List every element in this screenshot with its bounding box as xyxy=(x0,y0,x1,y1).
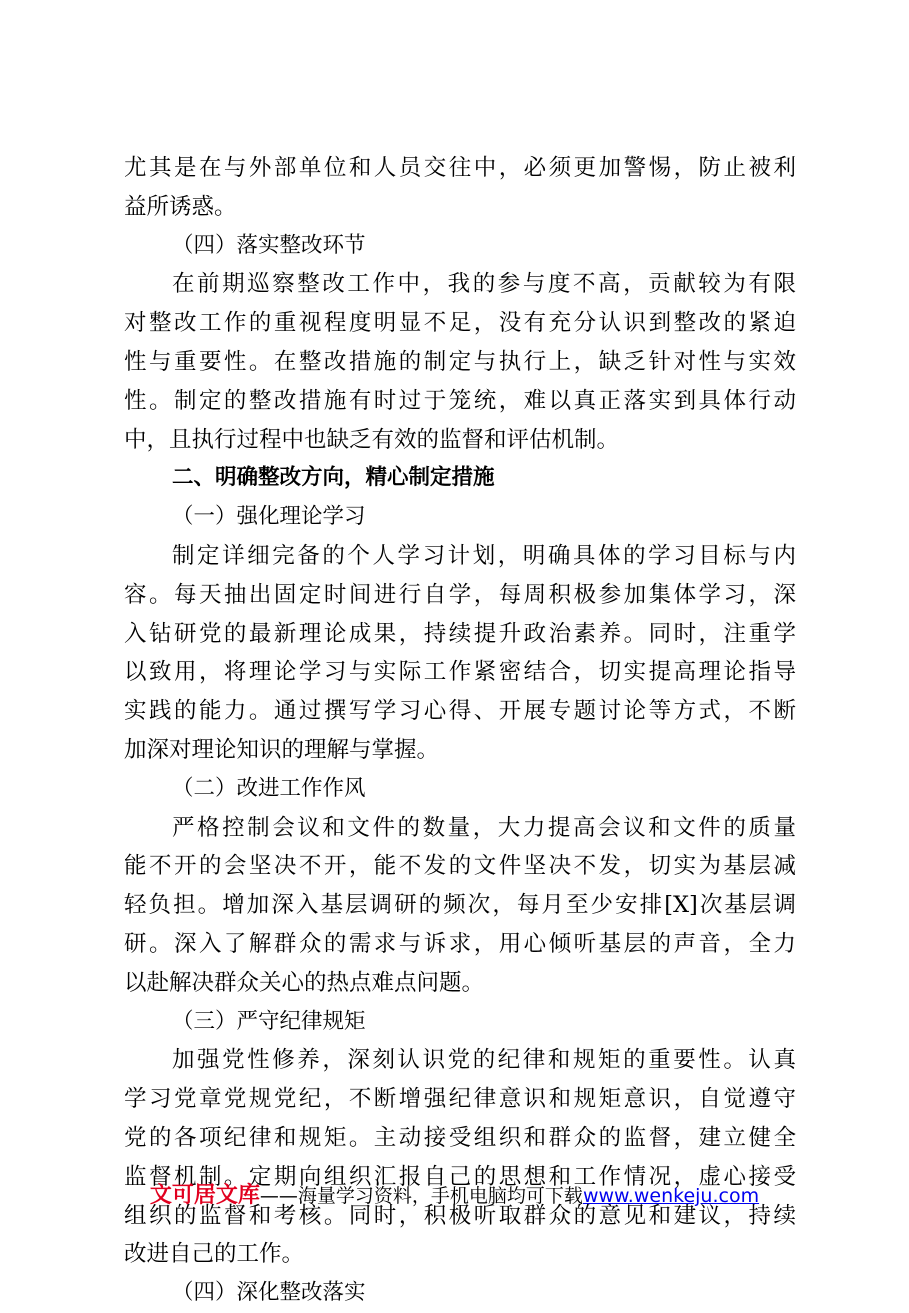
subsection-heading: （三）严守纪律规矩 xyxy=(172,1008,366,1034)
paragraph-line: 性。制定的整改措施有时过于笼统，难以真正落实到具体行动 xyxy=(124,387,796,414)
subsection-heading: （一）强化理论学习 xyxy=(172,504,366,530)
paragraph-line: 能不开的会坚决不开，能不发的文件坚决不发，切实为基层减 xyxy=(124,853,796,880)
footer-website-link[interactable]: www.wenkeju.com xyxy=(582,1185,760,1207)
subsection-heading: （二）改进工作作风 xyxy=(172,775,366,801)
document-body xyxy=(124,149,796,1313)
paragraph-line: 入钻研党的最新理论成果，持续提升政治素养。同时，注重学 xyxy=(124,620,796,647)
section-heading: 二、明确整改方向，精心制定措施 xyxy=(172,465,495,491)
footer-brand: 文可居文库 xyxy=(149,1183,260,1208)
subsection-heading: （四）落实整改环节 xyxy=(172,232,366,258)
paragraph-first-line: 制定详细完备的个人学习计划，明确具体的学习目标与内 xyxy=(172,542,796,569)
paragraph-first-line: 严格控制会议和文件的数量，大力提高会议和文件的质量 xyxy=(172,814,796,841)
paragraph-line: 对整改工作的重视程度明显不足，没有充分认识到整改的紧迫 xyxy=(124,310,796,337)
paragraph-line: 容。每天抽出固定时间进行自学，每周积极参加集体学习，深 xyxy=(124,581,796,608)
paragraph-line: 以赴解决群众关心的热点难点问题。 xyxy=(124,969,485,996)
paragraph-line: 中，且执行过程中也缺乏有效的监督和评估机制。 xyxy=(124,426,620,453)
paragraph-line: 轻负担。增加深入基层调研的频次，每月至少安排[X]次基层调 xyxy=(124,892,796,919)
paragraph-line: 加深对理论知识的理解与掌握。 xyxy=(124,736,440,763)
page-footer xyxy=(0,1183,909,1209)
footer-tagline: ——海量学习资料，手机电脑均可下载 xyxy=(259,1185,583,1207)
paragraph-line: 益所诱惑。 xyxy=(124,193,237,220)
paragraph-first-line: 在前期巡察整改工作中，我的参与度不高，贡献较为有限 xyxy=(172,271,796,298)
paragraph-line: 尤其是在与外部单位和人员交往中，必须更加警惕，防止被利 xyxy=(124,155,796,181)
paragraph-first-line: 加强党性修养，深刻认识党的纪律和规矩的重要性。认真 xyxy=(172,1047,796,1074)
paragraph-line: 性与重要性。在整改措施的制定与执行上，缺乏针对性与实效 xyxy=(124,348,796,375)
paragraph-line: 改进自己的工作。 xyxy=(124,1241,305,1268)
paragraph-line: 学习党章党规党纪，不断增强纪律意识和规矩意识，自觉遵守 xyxy=(124,1086,796,1113)
paragraph-line: 以致用，将理论学习与实际工作紧密结合，切实提高理论指导 xyxy=(124,659,796,686)
paragraph-line: 党的各项纪律和规矩。主动接受组织和群众的监督，建立健全 xyxy=(124,1124,796,1151)
paragraph-line: 组织的监督和考核。同时，积极听取群众的意见和建议，持续 xyxy=(124,1202,796,1229)
paragraph-line: 监督机制。定期向组织汇报自己的思想和工作情况，虚心接受 xyxy=(124,1163,796,1190)
subsection-heading: （四）深化整改落实 xyxy=(172,1280,366,1306)
paragraph-line: 实践的能力。通过撰写学习心得、开展专题讨论等方式，不断 xyxy=(124,698,796,725)
paragraph-line: 研。深入了解群众的需求与诉求，用心倾听基层的声音，全力 xyxy=(124,930,796,957)
